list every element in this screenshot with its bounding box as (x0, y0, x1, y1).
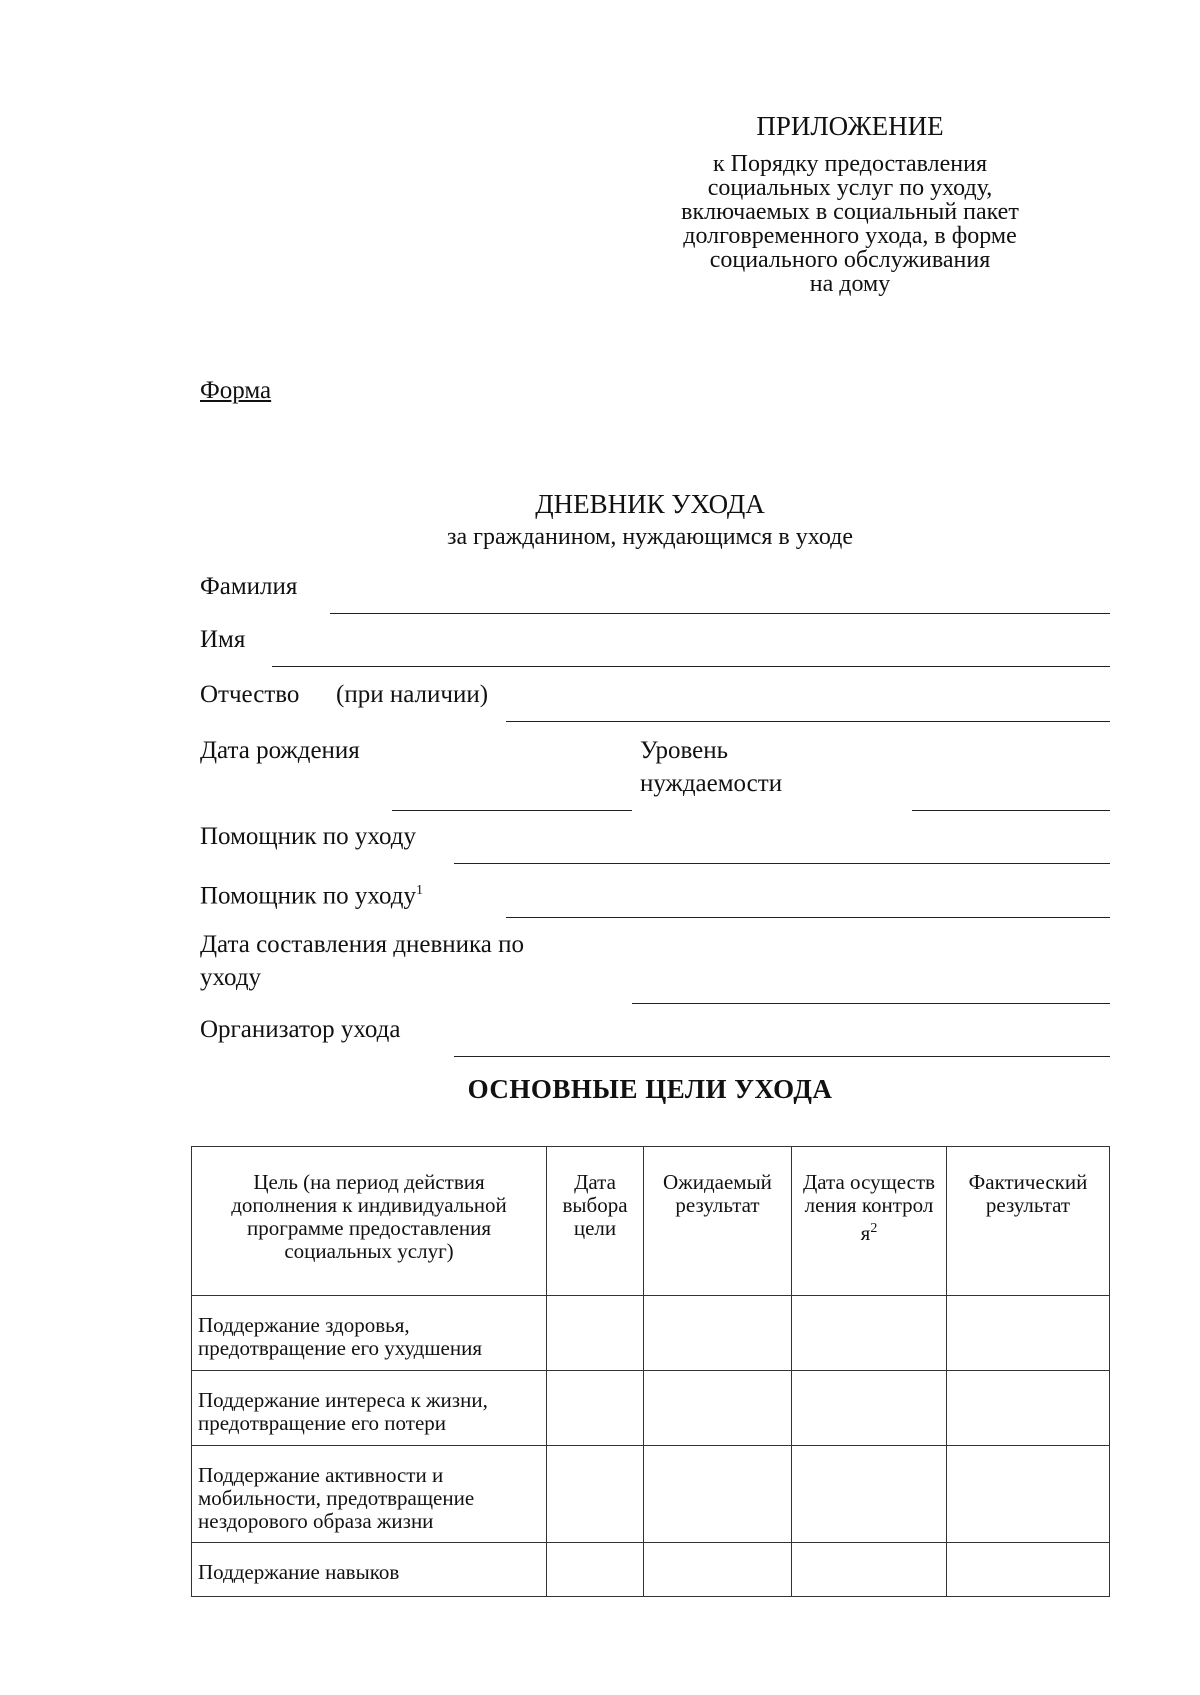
control-date-cell[interactable] (792, 1446, 947, 1543)
expected-result-cell[interactable] (644, 1371, 792, 1446)
actual-result-column-header: Фактический результат (947, 1147, 1110, 1296)
diary-date-field-line[interactable] (632, 1003, 1110, 1004)
need-level-field-line[interactable] (912, 810, 1110, 811)
need-level-label: Уровень нуждаемости (640, 737, 783, 797)
expected-result-column-header: Ожидаемый результат (644, 1147, 792, 1296)
form-label: Форма (200, 377, 272, 404)
surname-field-line[interactable] (330, 613, 1110, 614)
actual-result-cell[interactable] (947, 1543, 1110, 1597)
table-row (192, 1371, 1110, 1446)
document-subtitle: за гражданином, нуждающимся в уходе (446, 524, 854, 550)
birth-date-field-line[interactable] (392, 810, 632, 811)
control-date-cell[interactable] (792, 1371, 947, 1446)
actual-result-cell[interactable] (947, 1446, 1110, 1543)
birth-date-label: Дата рождения (200, 737, 360, 764)
table-row (192, 1296, 1110, 1371)
table-row (192, 1446, 1110, 1543)
footnote-marker: 1 (415, 883, 423, 898)
goal-cell: Поддержание навыков (192, 1543, 547, 1597)
care-organizer-field-line[interactable] (454, 1056, 1110, 1057)
goal-column-header: Цель (на период действия дополнения к индивидуальной программе предоставления социальных услуг) (192, 1147, 547, 1296)
choice-date-cell[interactable] (547, 1543, 644, 1597)
name-field-line[interactable] (272, 666, 1110, 667)
expected-result-cell[interactable] (644, 1446, 792, 1543)
patronymic-note: (при наличии) (336, 681, 489, 708)
table-row (192, 1543, 1110, 1597)
care-organizer-label: Организатор ухода (200, 1016, 401, 1043)
care-assistant-2-label: Помощник по уходу$^1$ (200, 882, 423, 910)
appendix-title: ПРИЛОЖЕНИЕ (756, 111, 944, 141)
control-date-cell[interactable] (792, 1296, 947, 1371)
name-label: Имя (200, 626, 246, 653)
table-header-row (192, 1147, 1110, 1296)
goals-table (191, 1146, 1110, 1597)
appendix-line: долговременного ухода, в форме (683, 223, 1017, 249)
surname-label: Фамилия (200, 573, 298, 600)
choice-date-cell[interactable] (547, 1296, 644, 1371)
goal-cell: Поддержание интереса к жизни, предотвращение его потери (192, 1371, 547, 1446)
diary-date-label: Дата составления дневника по уходу (200, 931, 525, 991)
expected-result-cell[interactable] (644, 1296, 792, 1371)
control-date-column-header: Дата осуществления контроля$^2$ (792, 1147, 947, 1296)
actual-result-cell[interactable] (947, 1296, 1110, 1371)
appendix-line: к Порядку предоставления (712, 151, 987, 177)
appendix-line: на дому (809, 271, 891, 297)
actual-result-cell[interactable] (947, 1371, 1110, 1446)
choice-date-cell[interactable] (547, 1371, 644, 1446)
document-title: ДНЕВНИК УХОДА (535, 489, 765, 519)
choice-date-column-header: Дата выбора цели (547, 1147, 644, 1296)
goals-section-title: ОСНОВНЫЕ ЦЕЛИ УХОДА (467, 1074, 833, 1104)
goal-cell: Поддержание здоровья, предотвращение его ухудшения (192, 1296, 547, 1371)
appendix-line: включаемых в социальный пакет (681, 199, 1019, 225)
appendix-line: социальных услуг по уходу, (707, 175, 993, 201)
patronymic-label: Отчество (200, 681, 300, 708)
patronymic-field-line[interactable] (506, 721, 1110, 722)
appendix-line: социального обслуживания (709, 247, 991, 273)
expected-result-cell[interactable] (644, 1543, 792, 1597)
care-assistant-label: Помощник по уходу (200, 823, 416, 850)
care-assistant-field-line[interactable] (454, 863, 1110, 864)
goal-cell: Поддержание активности и мобильности, предотвращение нездорового образа жизни (192, 1446, 547, 1543)
footnote-marker: 2 (870, 1221, 878, 1236)
choice-date-cell[interactable] (547, 1446, 644, 1543)
appendix-header (640, 110, 1060, 296)
care-assistant-2-field-line[interactable] (506, 917, 1110, 918)
control-date-cell[interactable] (792, 1543, 947, 1597)
